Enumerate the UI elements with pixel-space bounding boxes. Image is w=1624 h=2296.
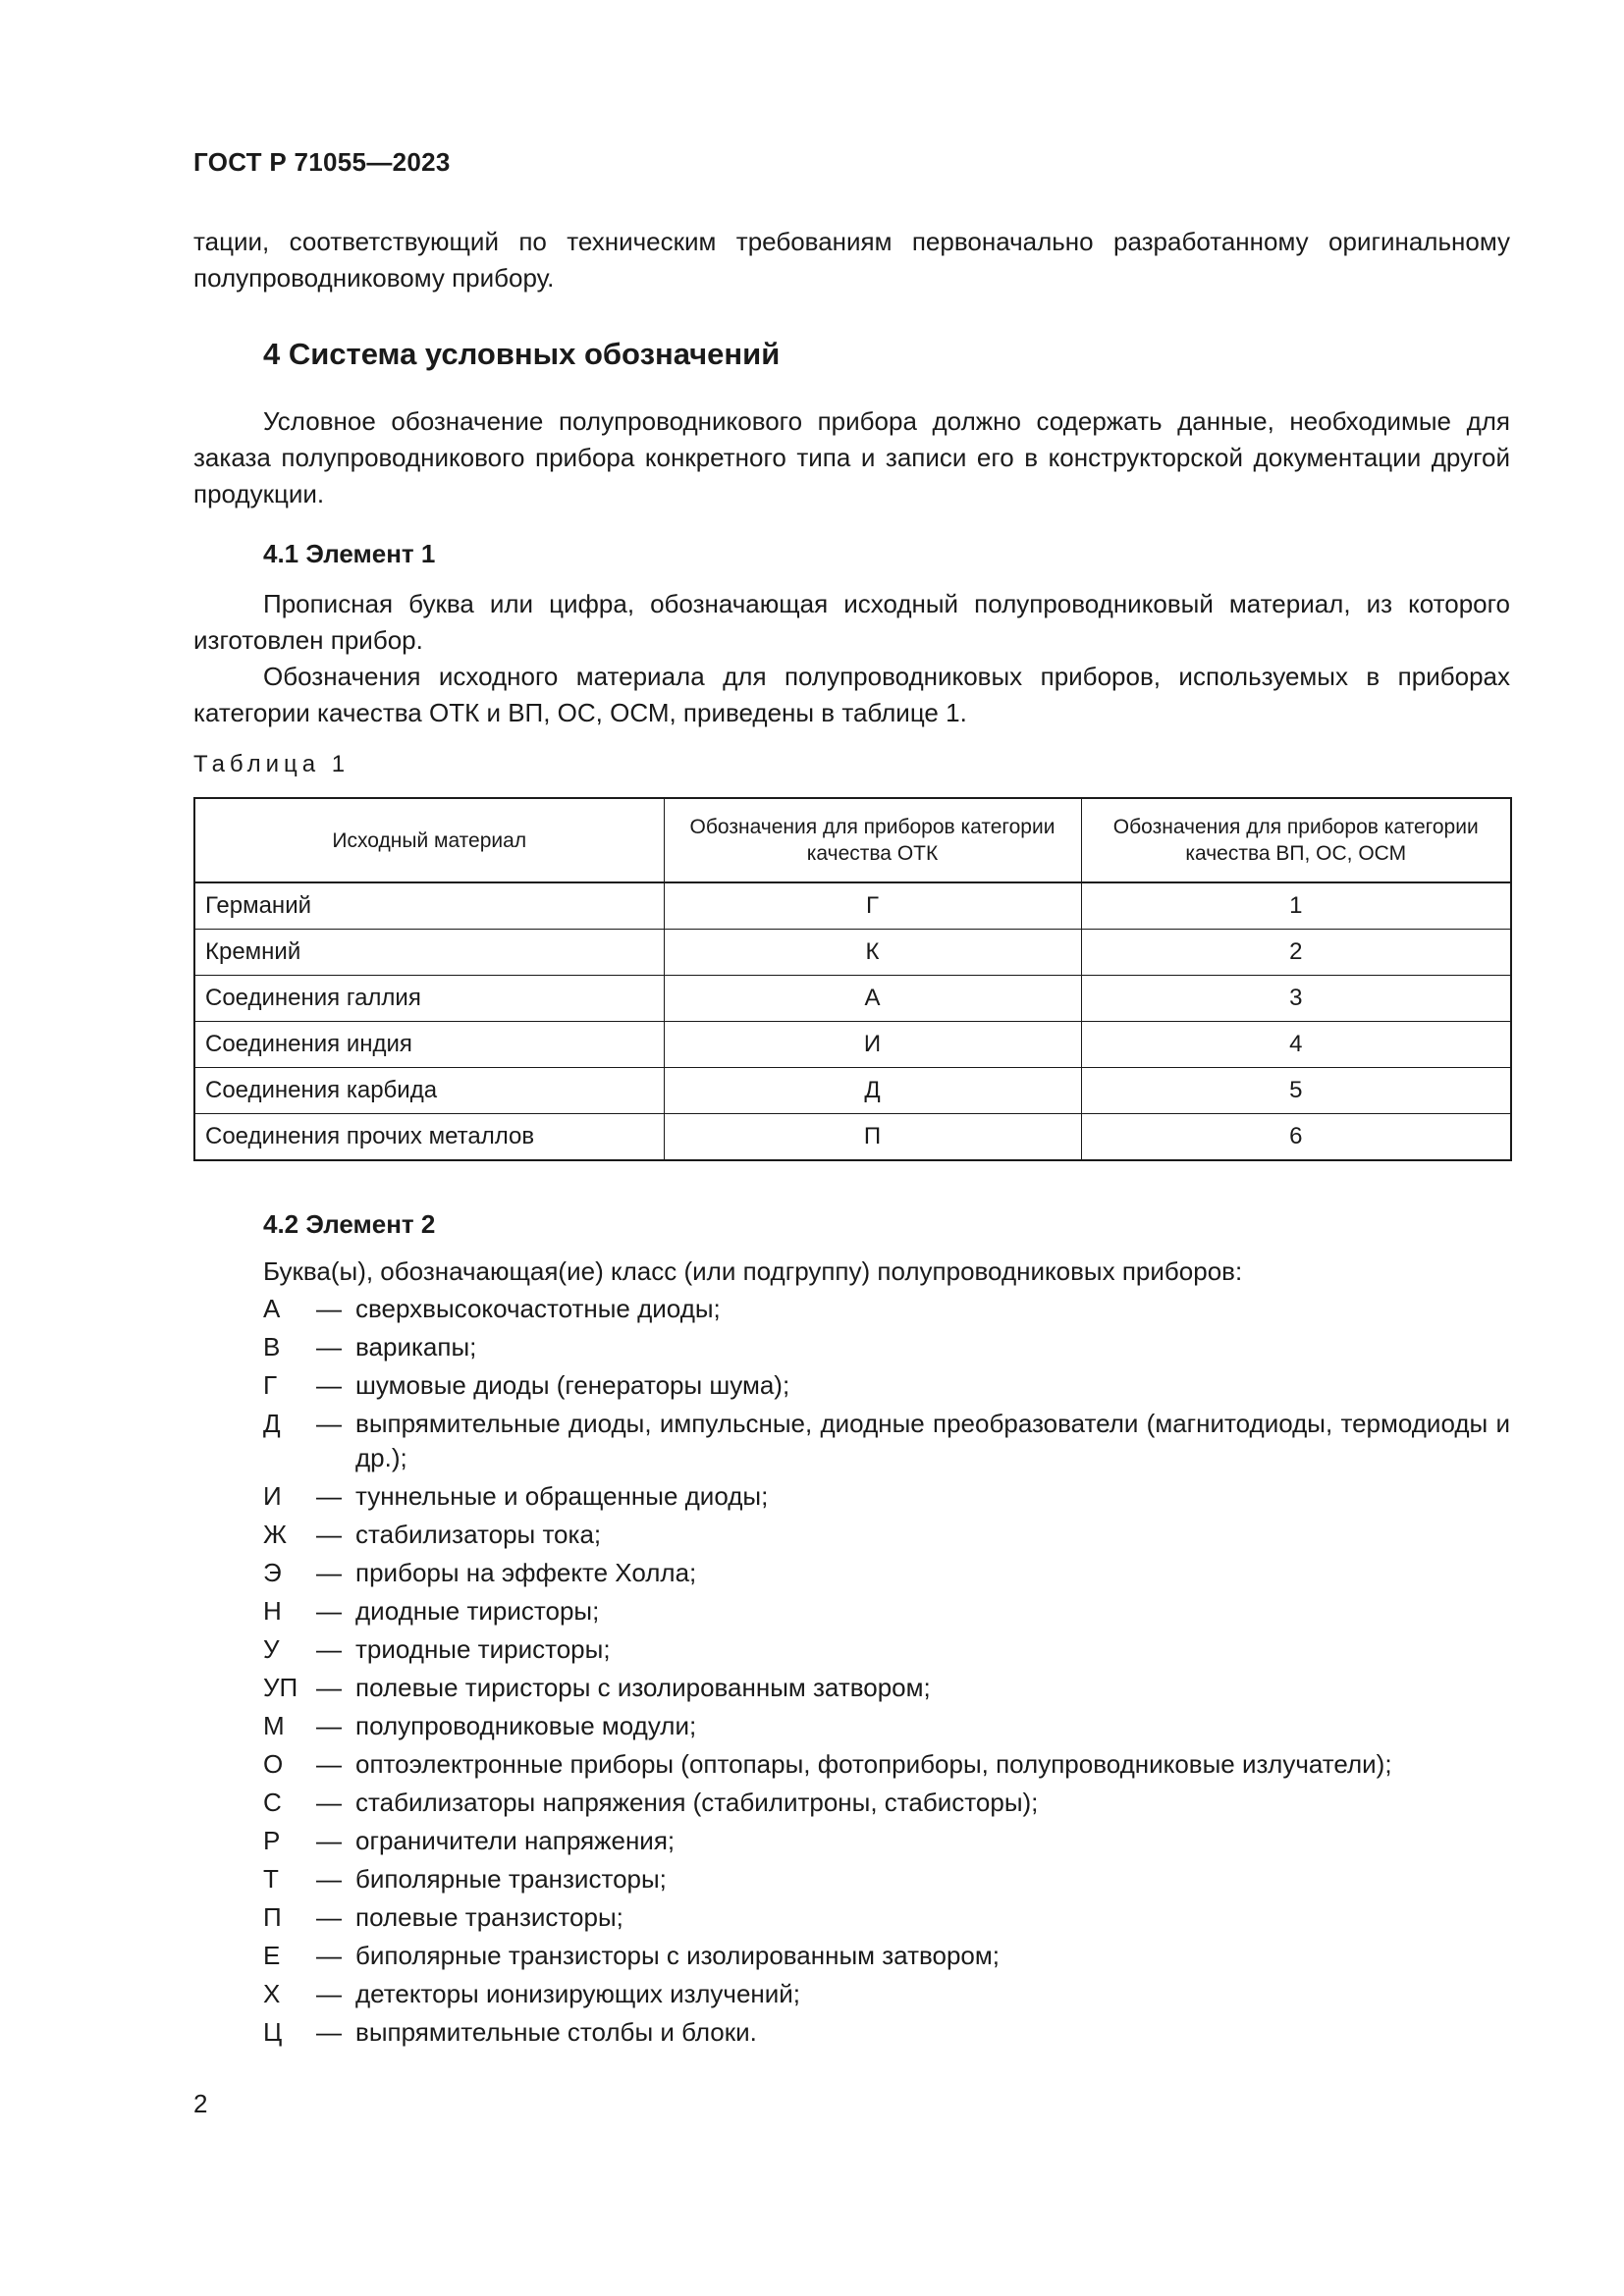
section-4-1-title: 4.1 Элемент 1 [263, 539, 436, 568]
device-class-list [263, 1292, 1510, 2054]
class-description: шумовые диоды (генераторы шума); [355, 1370, 790, 1400]
class-dash: — [316, 1409, 342, 1438]
class-description: детекторы ионизирующих излучений; [355, 1979, 801, 2008]
table-row [194, 1068, 1511, 1114]
class-letter: П [263, 1902, 282, 1932]
class-description: туннельные и обращенные диоды; [355, 1481, 769, 1511]
class-letter: Е [263, 1941, 281, 1970]
class-dash: — [316, 1634, 342, 1664]
table-row [194, 882, 1511, 930]
class-letter: Э [263, 1558, 282, 1587]
class-letter: Т [263, 1864, 279, 1894]
table-1-caption: Таблица 1 [193, 751, 351, 777]
list-item [263, 1977, 1510, 2011]
list-item [263, 1747, 1510, 1782]
table-cell-vp: 3 [1081, 976, 1511, 1022]
class-dash: — [316, 1481, 342, 1511]
class-dash: — [316, 1864, 342, 1894]
table-header-otk: Обозначения для приборов категории качества ОТК [664, 798, 1081, 882]
list-item [263, 1594, 1510, 1629]
materials-table [193, 797, 1512, 1161]
table-cell-otk: Д [664, 1068, 1081, 1114]
table-cell-vp: 4 [1081, 1022, 1511, 1068]
table-cell-otk: А [664, 976, 1081, 1022]
class-dash: — [316, 1673, 342, 1702]
table-cell-vp: 6 [1081, 1114, 1511, 1161]
list-item [263, 1939, 1510, 1973]
section-4-paragraph: Условное обозначение полупроводникового прибора должно содержать данные, необходимые для заказа полупроводникового прибора конкретного типа и записи его в конструкторской документации другой продукции. [193, 406, 1510, 508]
list-item [263, 1786, 1510, 1820]
class-letter: В [263, 1332, 281, 1362]
table-cell-otk: И [664, 1022, 1081, 1068]
class-letter: Р [263, 1826, 281, 1855]
section-4-title: 4 Система условных обозначений [263, 337, 781, 371]
list-item [263, 1900, 1510, 1935]
class-description: приборы на эффекте Холла; [355, 1558, 697, 1587]
table-row [194, 930, 1511, 976]
class-dash: — [316, 1788, 342, 1817]
table-cell-vp: 2 [1081, 930, 1511, 976]
table-cell-material: Соединения карбида [194, 1068, 664, 1114]
class-letter: Х [263, 1979, 281, 2008]
table-header-row [194, 798, 1511, 882]
class-letter: А [263, 1294, 281, 1323]
table-cell-otk: Г [664, 882, 1081, 930]
list-item [263, 1824, 1510, 1858]
class-dash: — [316, 1711, 342, 1740]
class-description: сверхвысокочастотные диоды; [355, 1294, 721, 1323]
table-cell-otk: П [664, 1114, 1081, 1161]
class-letter: Г [263, 1370, 278, 1400]
list-item [263, 2015, 1510, 2050]
class-description: варикапы; [355, 1332, 477, 1362]
class-description: выпрямительные диоды, импульсные, диодные преобразователи (магнитодиоды, термодиоды и др.); [355, 1409, 1510, 1472]
list-item [263, 1632, 1510, 1667]
class-letter: Н [263, 1596, 282, 1626]
list-item [263, 1330, 1510, 1364]
section-4-2-title: 4.2 Элемент 2 [263, 1209, 436, 1239]
class-description: оптоэлектронные приборы (оптопары, фотоприборы, полупроводниковые излучатели); [355, 1749, 1392, 1779]
table-cell-material: Соединения индия [194, 1022, 664, 1068]
class-description: триодные тиристоры; [355, 1634, 611, 1664]
table-row [194, 1114, 1511, 1161]
class-description: полевые тиристоры с изолированным затвором; [355, 1673, 931, 1702]
class-description: ограничители напряжения; [355, 1826, 676, 1855]
class-letter: УП [263, 1673, 298, 1702]
class-dash: — [316, 1558, 342, 1587]
class-description: биполярные транзисторы; [355, 1864, 667, 1894]
class-description: полевые транзисторы; [355, 1902, 623, 1932]
class-letter: Ц [263, 2017, 283, 2047]
class-description: стабилизаторы напряжения (стабилитроны, стабисторы); [355, 1788, 1039, 1817]
class-description: выпрямительные столбы и блоки. [355, 2017, 757, 2047]
class-description: диодные тиристоры; [355, 1596, 600, 1626]
class-dash: — [316, 1826, 342, 1855]
section-4-1-paragraph-2: Обозначения исходного материала для полупроводниковых приборов, используемых в приборах категории качества ОТК и ВП, ОС, ОСМ, приведены в таблице 1. [193, 662, 1510, 727]
class-dash: — [316, 1979, 342, 2008]
table-cell-material: Кремний [194, 930, 664, 976]
section-4-2-intro: Буква(ы), обозначающая(ие) класс (или подгруппу) полупроводниковых приборов: [263, 1256, 1243, 1286]
class-letter: Д [263, 1409, 281, 1438]
class-dash: — [316, 1596, 342, 1626]
class-dash: — [316, 1294, 342, 1323]
list-item [263, 1671, 1510, 1705]
class-letter: М [263, 1711, 285, 1740]
table-cell-material: Соединения прочих металлов [194, 1114, 664, 1161]
list-item [263, 1479, 1510, 1514]
class-description: полупроводниковые модули; [355, 1711, 697, 1740]
class-dash: — [316, 2017, 342, 2047]
list-item [263, 1862, 1510, 1896]
class-letter: О [263, 1749, 284, 1779]
list-item [263, 1368, 1510, 1403]
class-dash: — [316, 1749, 342, 1779]
class-dash: — [316, 1520, 342, 1549]
table-cell-otk: К [664, 930, 1081, 976]
class-dash: — [316, 1902, 342, 1932]
list-item [263, 1407, 1510, 1475]
intro-continuation-paragraph: тации, соответствующий по техническим требованиям первоначально разработанному оригинальному полупроводниковому прибору. [193, 227, 1510, 293]
list-item [263, 1709, 1510, 1743]
class-letter: Ж [263, 1520, 288, 1549]
class-description: биполярные транзисторы с изолированным затвором; [355, 1941, 1000, 1970]
class-letter: С [263, 1788, 282, 1817]
document-code-header: ГОСТ Р 71055—2023 [193, 147, 451, 177]
table-row [194, 976, 1511, 1022]
table-header-material: Исходный материал [194, 798, 664, 882]
page-number: 2 [193, 2089, 208, 2118]
class-letter: У [263, 1634, 280, 1664]
class-dash: — [316, 1332, 342, 1362]
list-item [263, 1292, 1510, 1326]
table-cell-material: Германий [194, 882, 664, 930]
table-header-vp: Обозначения для приборов категории качества ВП, ОС, ОСМ [1081, 798, 1511, 882]
class-letter: И [263, 1481, 282, 1511]
table-cell-material: Соединения галлия [194, 976, 664, 1022]
class-description: стабилизаторы тока; [355, 1520, 602, 1549]
class-dash: — [316, 1941, 342, 1970]
section-4-1-paragraph-1: Прописная буква или цифра, обозначающая исходный полупроводниковый материал, из которого изготовлен прибор. [193, 589, 1510, 655]
table-cell-vp: 5 [1081, 1068, 1511, 1114]
class-dash: — [316, 1370, 342, 1400]
list-item [263, 1518, 1510, 1552]
table-row [194, 1022, 1511, 1068]
list-item [263, 1556, 1510, 1590]
table-cell-vp: 1 [1081, 882, 1511, 930]
